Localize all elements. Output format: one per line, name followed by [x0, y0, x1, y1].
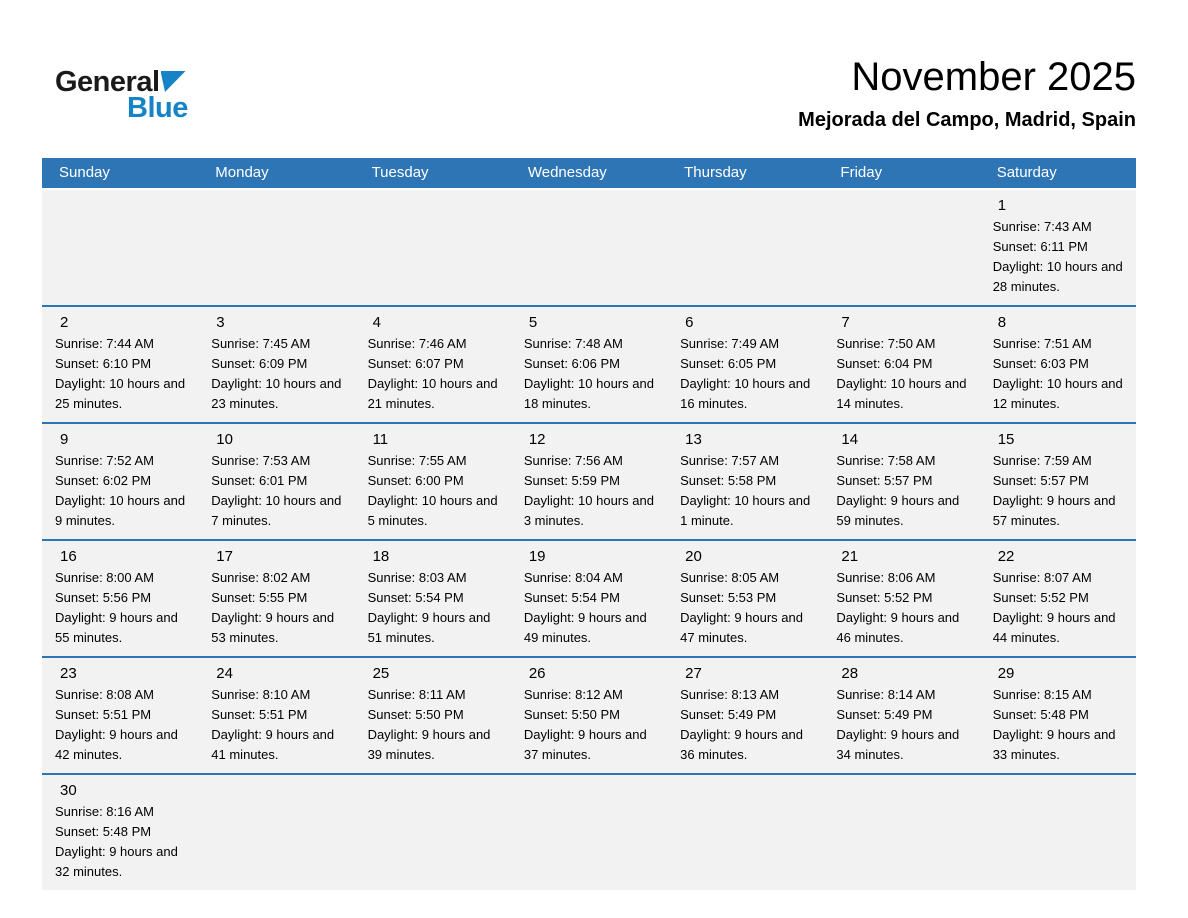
sunrise-text: Sunrise: 8:00 AM	[55, 570, 154, 586]
day-info	[680, 685, 813, 765]
sunset-text: Sunset: 5:48 PM	[55, 824, 152, 840]
day-cell-30	[42, 775, 198, 890]
day-info	[55, 802, 188, 882]
location-subtitle: Mejorada del Campo, Madrid, Spain	[798, 109, 1136, 131]
day-number: 10	[216, 431, 233, 449]
sunset-text: Sunset: 6:06 PM	[523, 356, 620, 372]
sunrise-text: Sunrise: 7:56 AM	[523, 453, 623, 469]
day-info	[55, 451, 188, 531]
day-cell-21	[823, 541, 979, 656]
sunset-text: Sunset: 6:01 PM	[211, 473, 308, 489]
daylight-text: Daylight: 10 hours and 23 minutes.	[211, 376, 342, 412]
sunset-text: Sunset: 5:51 PM	[55, 707, 152, 723]
day-cell-26	[511, 658, 667, 773]
sunset-text: Sunset: 5:57 PM	[836, 473, 933, 489]
daylight-text: Daylight: 10 hours and 16 minutes.	[680, 376, 811, 412]
day-number: 30	[60, 782, 77, 800]
sunset-text: Sunset: 5:49 PM	[680, 707, 777, 723]
day-cell-4	[355, 307, 511, 422]
daylight-text: Daylight: 10 hours and 5 minutes.	[367, 493, 498, 529]
day-info	[680, 334, 813, 414]
day-number: 9	[60, 431, 69, 449]
day-cell-19	[511, 541, 667, 656]
sunset-text: Sunset: 6:11 PM	[992, 239, 1088, 255]
day-cell-empty	[355, 775, 511, 890]
sunrise-text: Sunrise: 7:57 AM	[680, 453, 780, 469]
daylight-text: Daylight: 10 hours and 3 minutes.	[523, 493, 654, 529]
sunrise-text: Sunrise: 8:12 AM	[523, 687, 623, 703]
daylight-text: Daylight: 10 hours and 14 minutes.	[836, 376, 967, 412]
sunset-text: Sunset: 5:50 PM	[367, 707, 464, 723]
day-cell-25	[355, 658, 511, 773]
day-info	[993, 334, 1126, 414]
sunset-text: Sunset: 6:02 PM	[55, 473, 152, 489]
day-cell-22	[980, 541, 1136, 656]
weekday-header-tuesday: Tuesday	[371, 164, 429, 181]
sunrise-text: Sunrise: 8:16 AM	[55, 804, 154, 820]
sunrise-text: Sunrise: 8:02 AM	[211, 570, 311, 586]
day-info	[680, 568, 813, 648]
sunset-text: Sunset: 5:55 PM	[211, 590, 308, 606]
day-cell-empty	[198, 190, 354, 305]
week-row-6	[42, 773, 1136, 890]
daylight-text: Daylight: 9 hours and 33 minutes.	[992, 727, 1116, 763]
day-number: 11	[372, 431, 389, 449]
day-cell-27	[667, 658, 823, 773]
daylight-text: Daylight: 10 hours and 28 minutes.	[992, 259, 1123, 295]
sunset-text: Sunset: 5:54 PM	[367, 590, 464, 606]
day-info	[836, 334, 969, 414]
sunrise-text: Sunrise: 7:52 AM	[55, 453, 154, 469]
day-cell-empty	[511, 775, 667, 890]
day-info	[524, 451, 657, 531]
day-cell-empty	[667, 190, 823, 305]
day-number: 17	[216, 548, 233, 566]
day-number: 18	[372, 548, 390, 566]
daylight-text: Daylight: 9 hours and 51 minutes.	[367, 610, 491, 646]
sunrise-text: Sunrise: 8:08 AM	[55, 687, 154, 703]
daylight-text: Daylight: 9 hours and 34 minutes.	[836, 727, 960, 763]
day-number: 19	[528, 548, 546, 566]
day-cell-17	[198, 541, 354, 656]
day-number: 29	[997, 665, 1015, 683]
day-cell-12	[511, 424, 667, 539]
sunset-text: Sunset: 6:03 PM	[992, 356, 1089, 372]
logo-triangle-icon	[161, 71, 186, 92]
day-number: 26	[528, 665, 546, 683]
day-cell-28	[823, 658, 979, 773]
sunset-text: Sunset: 5:50 PM	[523, 707, 620, 723]
day-number: 27	[685, 665, 702, 683]
day-info	[836, 685, 969, 765]
sunrise-text: Sunrise: 8:05 AM	[680, 570, 780, 586]
weekday-header-wednesday: Wednesday	[527, 164, 607, 181]
daylight-text: Daylight: 9 hours and 55 minutes.	[55, 610, 178, 646]
day-number: 2	[60, 314, 69, 332]
day-cell-13	[667, 424, 823, 539]
day-cell-empty	[823, 190, 979, 305]
week-row-3	[42, 422, 1136, 539]
daylight-text: Daylight: 9 hours and 59 minutes.	[836, 493, 960, 529]
day-cell-23	[42, 658, 198, 773]
day-cell-16	[42, 541, 198, 656]
day-info	[836, 568, 969, 648]
sunset-text: Sunset: 5:53 PM	[680, 590, 777, 606]
day-cell-empty	[667, 775, 823, 890]
week-row-5	[42, 656, 1136, 773]
day-number: 7	[841, 314, 850, 332]
day-cell-1	[980, 190, 1136, 305]
sunrise-text: Sunrise: 8:13 AM	[680, 687, 780, 703]
day-info	[680, 451, 813, 531]
sunset-text: Sunset: 5:56 PM	[55, 590, 152, 606]
sunset-text: Sunset: 6:00 PM	[367, 473, 464, 489]
day-cell-2	[42, 307, 198, 422]
daylight-text: Daylight: 10 hours and 1 minute.	[680, 493, 811, 529]
day-info	[368, 685, 501, 765]
day-info	[368, 451, 501, 531]
weekday-header-friday: Friday	[840, 164, 883, 181]
weekday-header-thursday: Thursday	[684, 164, 747, 181]
day-info	[55, 334, 188, 414]
day-number: 13	[685, 431, 702, 449]
daylight-text: Daylight: 9 hours and 47 minutes.	[680, 610, 803, 646]
day-cell-29	[980, 658, 1136, 773]
day-cell-5	[511, 307, 667, 422]
calendar-grid	[42, 158, 1136, 890]
weekday-header-sunday: Sunday	[59, 164, 110, 181]
day-info	[993, 568, 1126, 648]
sunrise-text: Sunrise: 7:58 AM	[836, 453, 936, 469]
sunrise-text: Sunrise: 7:50 AM	[836, 336, 936, 352]
sunrise-text: Sunrise: 8:07 AM	[992, 570, 1092, 586]
day-info	[211, 568, 344, 648]
daylight-text: Daylight: 10 hours and 21 minutes.	[367, 376, 498, 412]
sunrise-text: Sunrise: 8:14 AM	[836, 687, 936, 703]
day-number: 5	[528, 314, 538, 332]
day-number: 23	[60, 665, 77, 683]
day-info	[368, 334, 501, 414]
day-info	[993, 217, 1126, 297]
sunrise-text: Sunrise: 7:53 AM	[211, 453, 311, 469]
page-title: November 2025	[851, 55, 1136, 99]
sunset-text: Sunset: 6:07 PM	[367, 356, 464, 372]
day-number: 12	[528, 431, 546, 449]
sunrise-text: Sunrise: 7:48 AM	[523, 336, 623, 352]
day-cell-20	[667, 541, 823, 656]
day-info	[211, 685, 344, 765]
daylight-text: Daylight: 9 hours and 39 minutes.	[367, 727, 491, 763]
day-cell-empty	[198, 775, 354, 890]
day-number: 25	[372, 665, 390, 683]
sunrise-text: Sunrise: 8:10 AM	[211, 687, 311, 703]
day-cell-7	[823, 307, 979, 422]
day-cell-9	[42, 424, 198, 539]
daylight-text: Daylight: 9 hours and 57 minutes.	[992, 493, 1116, 529]
sunset-text: Sunset: 6:09 PM	[211, 356, 308, 372]
sunrise-text: Sunrise: 8:11 AM	[367, 687, 466, 703]
day-info	[211, 334, 344, 414]
day-cell-3	[198, 307, 354, 422]
day-cell-14	[823, 424, 979, 539]
day-cell-11	[355, 424, 511, 539]
generalblue-logo	[55, 54, 188, 123]
day-cell-empty	[823, 775, 979, 890]
day-number: 21	[841, 548, 859, 566]
day-cell-6	[667, 307, 823, 422]
day-number: 16	[60, 548, 77, 566]
day-number: 1	[997, 197, 1007, 214]
day-cell-empty	[42, 190, 198, 305]
daylight-text: Daylight: 9 hours and 53 minutes.	[211, 610, 335, 646]
sunset-text: Sunset: 5:54 PM	[523, 590, 620, 606]
day-info	[524, 568, 657, 648]
logo-text-general: General	[55, 66, 160, 98]
daylight-text: Daylight: 9 hours and 46 minutes.	[836, 610, 960, 646]
day-number: 22	[997, 548, 1015, 566]
week-row-4	[42, 539, 1136, 656]
day-cell-empty	[511, 190, 667, 305]
day-cell-empty	[980, 775, 1136, 890]
day-info	[993, 685, 1126, 765]
daylight-text: Daylight: 9 hours and 32 minutes.	[55, 844, 178, 880]
sunrise-text: Sunrise: 7:49 AM	[680, 336, 780, 352]
sunset-text: Sunset: 5:51 PM	[211, 707, 308, 723]
day-cell-18	[355, 541, 511, 656]
sunset-text: Sunset: 6:04 PM	[836, 356, 933, 372]
daylight-text: Daylight: 10 hours and 25 minutes.	[55, 376, 186, 412]
sunset-text: Sunset: 6:05 PM	[680, 356, 777, 372]
day-number: 3	[216, 314, 225, 332]
day-info	[55, 685, 188, 765]
sunrise-text: Sunrise: 8:04 AM	[523, 570, 623, 586]
weekday-header-monday: Monday	[215, 164, 269, 181]
day-number: 15	[997, 431, 1015, 449]
page-header	[0, 0, 1188, 158]
sunrise-text: Sunrise: 8:06 AM	[836, 570, 936, 586]
sunset-text: Sunset: 5:52 PM	[836, 590, 933, 606]
sunrise-text: Sunrise: 7:43 AM	[992, 219, 1092, 234]
sunset-text: Sunset: 5:59 PM	[523, 473, 620, 489]
day-cell-24	[198, 658, 354, 773]
daylight-text: Daylight: 9 hours and 49 minutes.	[523, 610, 647, 646]
day-info	[368, 568, 501, 648]
day-cell-8	[980, 307, 1136, 422]
weeks-container	[42, 188, 1136, 890]
sunrise-text: Sunrise: 8:15 AM	[992, 687, 1092, 703]
sunrise-text: Sunrise: 7:45 AM	[211, 336, 311, 352]
day-info	[836, 451, 969, 531]
daylight-text: Daylight: 10 hours and 7 minutes.	[211, 493, 342, 529]
week-row-1	[42, 188, 1136, 305]
sunset-text: Sunset: 6:10 PM	[55, 356, 152, 372]
week-row-2	[42, 305, 1136, 422]
daylight-text: Daylight: 10 hours and 18 minutes.	[523, 376, 654, 412]
day-cell-15	[980, 424, 1136, 539]
day-number: 14	[841, 431, 859, 449]
day-number: 20	[685, 548, 702, 566]
sunset-text: Sunset: 5:58 PM	[680, 473, 777, 489]
weekday-header-saturday: Saturday	[996, 164, 1057, 181]
daylight-text: Daylight: 10 hours and 9 minutes.	[55, 493, 186, 529]
sunset-text: Sunset: 5:52 PM	[992, 590, 1089, 606]
day-number: 6	[685, 314, 694, 332]
day-cell-10	[198, 424, 354, 539]
sunset-text: Sunset: 5:48 PM	[992, 707, 1089, 723]
day-number: 8	[997, 314, 1007, 332]
day-info	[993, 451, 1126, 531]
day-info	[524, 685, 657, 765]
day-number: 4	[372, 314, 381, 332]
title-block	[798, 54, 1136, 132]
daylight-text: Daylight: 9 hours and 37 minutes.	[523, 727, 647, 763]
sunrise-text: Sunrise: 7:59 AM	[992, 453, 1092, 469]
sunrise-text: Sunrise: 7:55 AM	[367, 453, 467, 469]
sunset-text: Sunset: 5:57 PM	[992, 473, 1089, 489]
day-info	[524, 334, 657, 414]
daylight-text: Daylight: 10 hours and 12 minutes.	[992, 376, 1123, 412]
sunrise-text: Sunrise: 8:03 AM	[367, 570, 467, 586]
logo-text-blue: Blue	[127, 92, 188, 124]
daylight-text: Daylight: 9 hours and 41 minutes.	[211, 727, 335, 763]
weekday-header-row	[42, 158, 1136, 188]
sunrise-text: Sunrise: 7:51 AM	[992, 336, 1092, 352]
daylight-text: Daylight: 9 hours and 42 minutes.	[55, 727, 178, 763]
sunrise-text: Sunrise: 7:44 AM	[55, 336, 154, 352]
day-info	[55, 568, 188, 648]
daylight-text: Daylight: 9 hours and 36 minutes.	[680, 727, 803, 763]
sunset-text: Sunset: 5:49 PM	[836, 707, 933, 723]
daylight-text: Daylight: 9 hours and 44 minutes.	[992, 610, 1116, 646]
day-info	[211, 451, 344, 531]
day-cell-empty	[355, 190, 511, 305]
day-number: 24	[216, 665, 233, 683]
sunrise-text: Sunrise: 7:46 AM	[367, 336, 467, 352]
day-number: 28	[841, 665, 859, 683]
